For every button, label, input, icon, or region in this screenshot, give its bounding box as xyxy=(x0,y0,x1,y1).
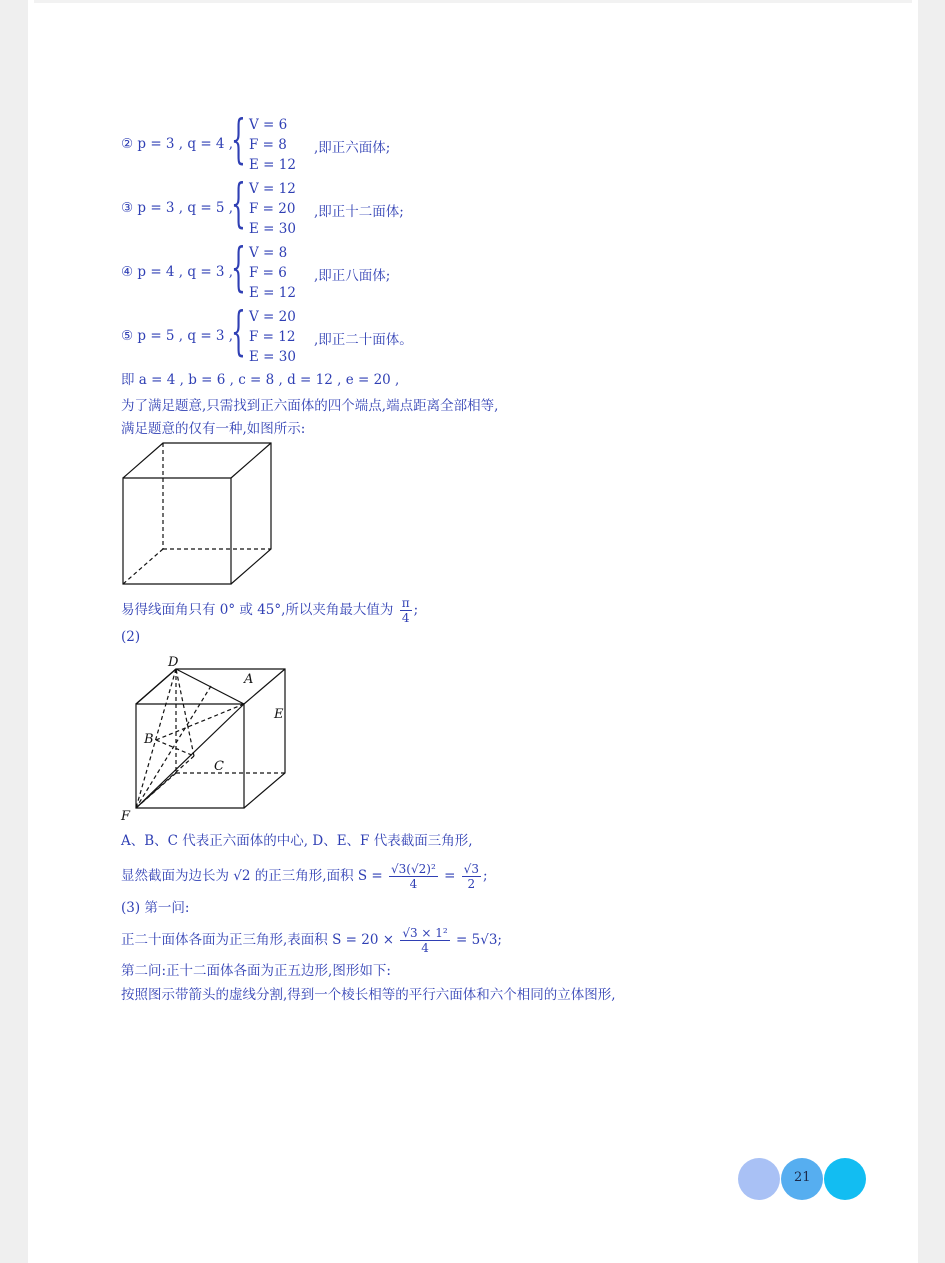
icos-numerator: √3 × 1² xyxy=(402,926,448,940)
angle-denominator: 4 xyxy=(401,611,410,625)
page-number-badge xyxy=(738,1157,868,1201)
system-row: V = 8 xyxy=(249,245,288,261)
area-fraction-1 xyxy=(389,862,438,891)
icos-result: = 5√3; xyxy=(456,932,502,948)
label-B: B xyxy=(144,732,154,747)
system-row: F = 6 xyxy=(249,265,287,281)
document-page xyxy=(28,0,918,1263)
system-brace: { xyxy=(231,302,246,362)
only-line: 满足题意的仅有一种,如图所示: xyxy=(121,421,306,437)
area-equals: = xyxy=(444,868,456,884)
badge-dot-left xyxy=(738,1158,780,1200)
icos-fraction xyxy=(400,926,449,955)
system-row: E = 12 xyxy=(249,157,296,173)
system-lead: ② p = 3 , q = 4 , xyxy=(121,136,234,152)
angle-numerator: π xyxy=(401,596,410,610)
part-2-label: (2) xyxy=(121,629,141,645)
part-3-label: (3) 第一问: xyxy=(121,900,190,916)
label-F: F xyxy=(121,809,131,822)
area-denominator-1: 4 xyxy=(409,877,418,891)
area-line xyxy=(121,862,488,891)
centers-line: A、B、C 代表正六面体的中心, D、E、F 代表截面三角形, xyxy=(121,833,473,849)
label-C: C xyxy=(214,759,224,774)
need-line: 为了满足题意,只需找到正六面体的四个端点,端点距离全部相等, xyxy=(121,398,499,414)
cube-figure xyxy=(118,440,308,588)
page-number: 21 xyxy=(794,1170,811,1185)
angle-text: 易得线面角只有 0° 或 45°,所以夹角最大值为 xyxy=(121,602,394,618)
system-row: E = 12 xyxy=(249,285,296,301)
system-row: E = 30 xyxy=(249,349,296,365)
system-tail: ,即正十二面体; xyxy=(314,204,404,220)
system-row: F = 20 xyxy=(249,201,296,217)
section-figure xyxy=(118,650,318,822)
final-line: 按照图示带箭头的虚线分割,得到一个棱长相等的平行六面体和六个相同的立体图形, xyxy=(121,987,616,1003)
icos-denominator: 4 xyxy=(421,941,429,955)
area-numerator-2: √3 xyxy=(463,862,479,876)
area-fraction-2 xyxy=(462,862,481,891)
system-row: V = 6 xyxy=(249,117,288,133)
system-brace: { xyxy=(231,174,246,234)
label-A: A xyxy=(244,672,254,687)
label-E: E xyxy=(274,707,284,722)
area-end: ; xyxy=(482,868,488,884)
system-tail: ,即正八面体; xyxy=(314,268,391,284)
system-row: V = 20 xyxy=(249,309,296,325)
area-text: 显然截面为边长为 √2 的正三角形,面积 S = xyxy=(121,868,383,884)
system-row: F = 12 xyxy=(249,329,296,345)
system-tail: ,即正二十面体。 xyxy=(314,332,413,348)
badge-dot-right xyxy=(824,1158,866,1200)
system-row: F = 8 xyxy=(249,137,287,153)
system-lead: ⑤ p = 5 , q = 3 , xyxy=(121,328,234,344)
label-D: D xyxy=(168,655,179,670)
icosahedron-area-line xyxy=(121,926,502,955)
system-lead: ④ p = 4 , q = 3 , xyxy=(121,264,234,280)
question-2-line: 第二问:正十二面体各面为正五边形,图形如下: xyxy=(121,963,391,979)
angle-end: ; xyxy=(413,602,419,618)
system-row: V = 12 xyxy=(249,181,296,197)
system-lead: ③ p = 3 , q = 5 , xyxy=(121,200,234,216)
area-numerator-1: √3(√2)² xyxy=(391,862,436,876)
area-denominator-2: 2 xyxy=(467,877,476,891)
angle-fraction xyxy=(400,596,412,625)
angle-line xyxy=(121,596,418,625)
system-row: E = 30 xyxy=(249,221,296,237)
values-line: 即 a = 4 , b = 6 , c = 8 , d = 12 , e = 20 , xyxy=(121,372,400,388)
system-brace: { xyxy=(231,238,246,298)
system-brace: { xyxy=(231,110,246,170)
icos-text: 正二十面体各面为正三角形,表面积 S = 20 × xyxy=(121,932,395,948)
system-tail: ,即正六面体; xyxy=(314,140,391,156)
